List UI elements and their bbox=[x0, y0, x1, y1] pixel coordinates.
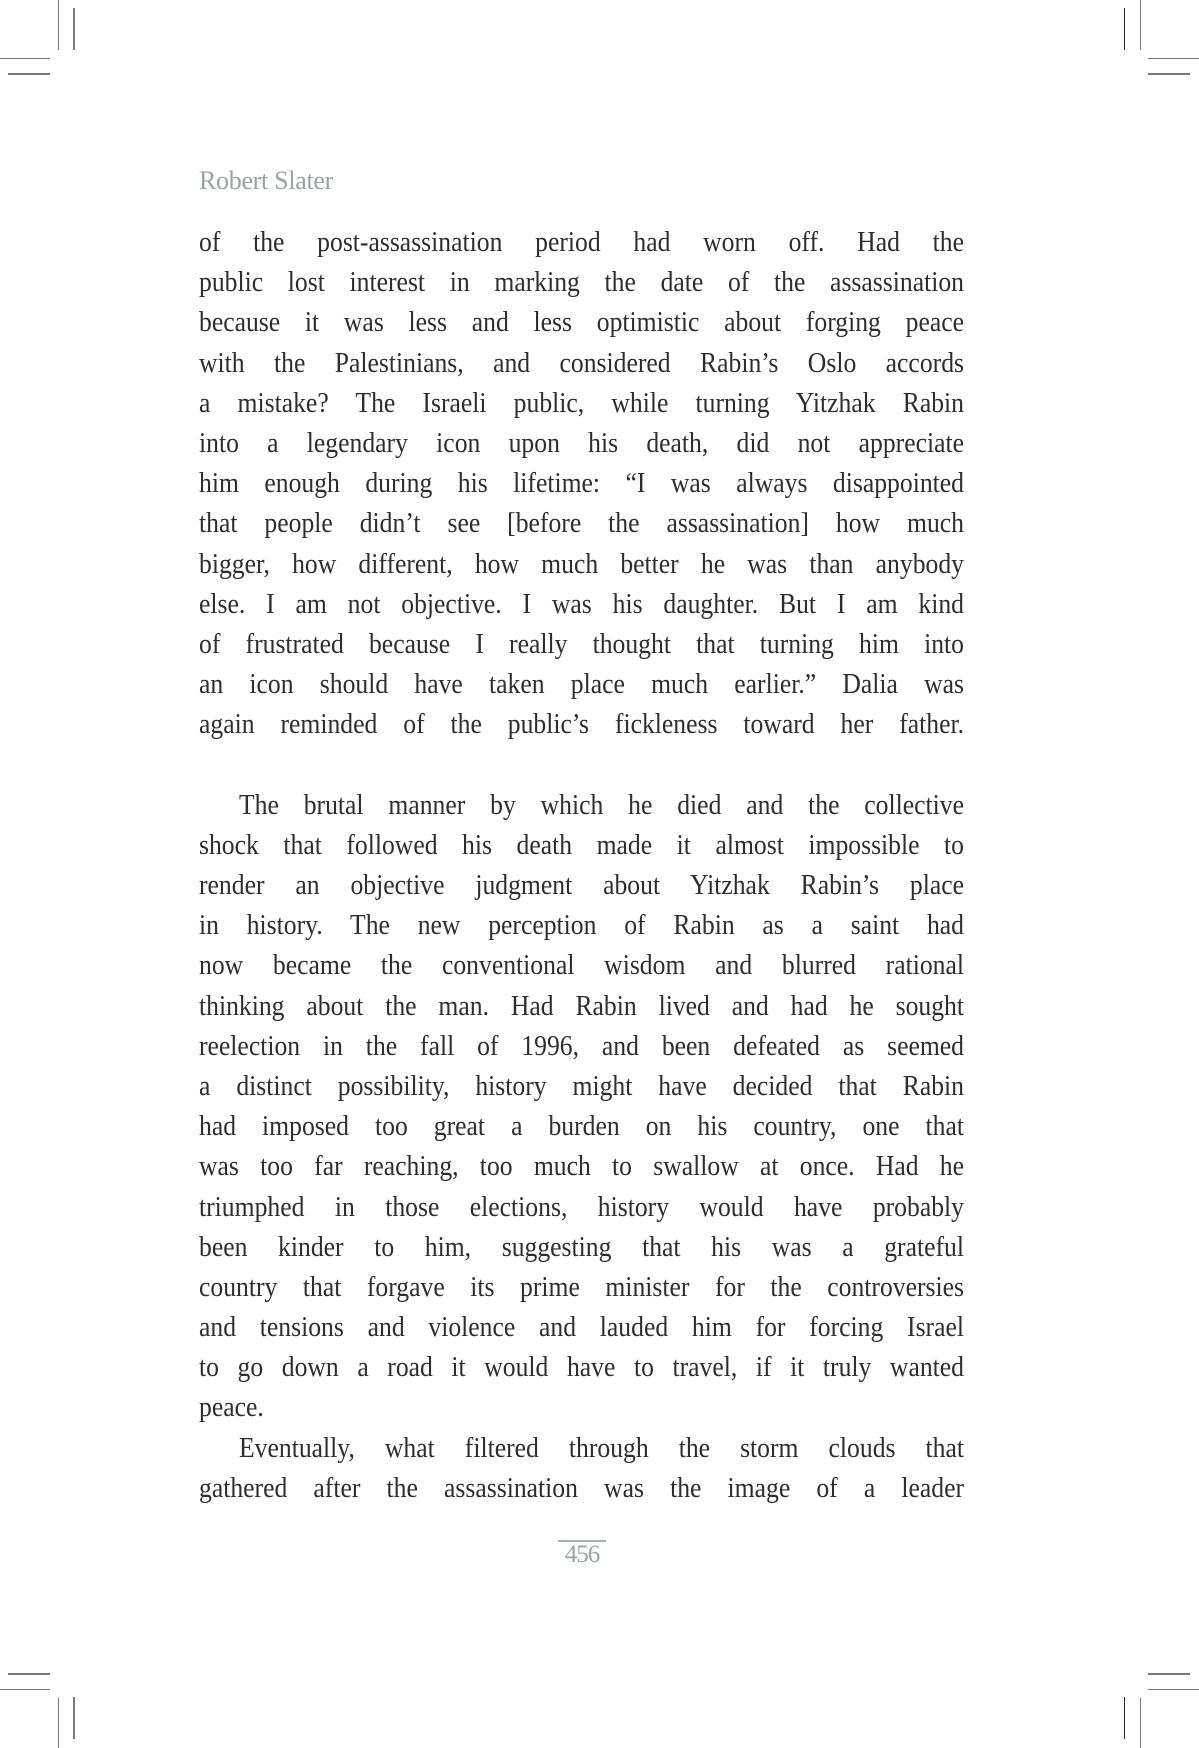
crop-mark-top-left-h2 bbox=[8, 73, 50, 75]
body-text bbox=[199, 223, 964, 1509]
text-line: The brutal manner by which he died and the collective bbox=[239, 789, 964, 821]
crop-mark-top-left-h1 bbox=[0, 58, 50, 59]
text-line: in history. The new perception of Rabin as a saint had bbox=[199, 910, 964, 942]
crop-mark-top-right-h2 bbox=[1148, 73, 1190, 75]
text-line: gathered after the assassination was the image of a leader bbox=[199, 1472, 964, 1504]
paragraph bbox=[199, 223, 964, 745]
crop-mark-bottom-right-h1 bbox=[1148, 1673, 1190, 1675]
text-line: an icon should have taken place much earlier.” Dalia was bbox=[199, 669, 964, 701]
crop-mark-top-right-v1 bbox=[1124, 8, 1125, 50]
crop-mark-bottom-left-h1 bbox=[8, 1673, 50, 1675]
text-line: country that forgave its prime minister for the controversies bbox=[199, 1271, 964, 1303]
text-line: because it was less and less optimistic about forging peace bbox=[199, 307, 964, 339]
text-line: triumphed in those elections, history would have probably bbox=[199, 1191, 964, 1223]
crop-mark-top-right-v2 bbox=[1140, 0, 1141, 50]
text-line: been kinder to him, suggesting that his was a grateful bbox=[199, 1231, 964, 1263]
crop-mark-bottom-left-v2 bbox=[73, 1697, 75, 1739]
crop-mark-top-left-v2 bbox=[73, 8, 75, 50]
text-line: reelection in the fall of 1996, and been defeated as seemed bbox=[199, 1030, 964, 1062]
running-header-author: Robert Slater bbox=[199, 166, 334, 195]
crop-mark-top-left-v1 bbox=[58, 0, 59, 50]
text-line: again reminded of the public’s fickleness toward her father. bbox=[199, 709, 964, 741]
text-line: to go down a road it would have to travel, if it truly wanted bbox=[199, 1352, 964, 1384]
text-line: a distinct possibility, history might have decided that Rabin bbox=[199, 1070, 964, 1102]
page-number: 456 bbox=[564, 1541, 600, 1568]
text-line: peace. bbox=[199, 1392, 264, 1424]
crop-mark-bottom-left-v1 bbox=[58, 1698, 59, 1748]
text-line: else. I am not objective. I was his daughter. But I am kind bbox=[199, 588, 964, 620]
text-line: shock that followed his death made it almost impossible to bbox=[199, 829, 964, 861]
paragraph bbox=[199, 1429, 964, 1509]
text-line: of the post-assassination period had worn off. Had the bbox=[199, 227, 964, 258]
text-line: Eventually, what filtered through the storm clouds that bbox=[239, 1432, 965, 1464]
text-line: into a legendary icon upon his death, did not appreciate bbox=[199, 427, 964, 459]
paragraph-spacer bbox=[199, 745, 964, 785]
text-line: render an objective judgment about Yitzhak Rabin’s place bbox=[199, 870, 964, 901]
paragraph bbox=[199, 786, 964, 1429]
text-line: now became the conventional wisdom and blurred rational bbox=[199, 950, 964, 982]
crop-mark-bottom-left-h2 bbox=[0, 1689, 50, 1690]
text-line: with the Palestinians, and considered Rabin’s Oslo accords bbox=[199, 347, 964, 379]
text-line: him enough during his lifetime: “I was always disappointed bbox=[199, 468, 964, 500]
crop-mark-top-right-h1 bbox=[1148, 58, 1199, 59]
text-line: thinking about the man. Had Rabin lived and had he sought bbox=[199, 990, 964, 1022]
crop-mark-bottom-right-v2 bbox=[1140, 1698, 1141, 1748]
text-line: and tensions and violence and lauded him for forcing Israel bbox=[199, 1312, 964, 1344]
crop-mark-bottom-right-h2 bbox=[1148, 1689, 1199, 1690]
text-line: bigger, how different, how much better he was than anybody bbox=[199, 548, 964, 580]
text-line: a mistake? The Israeli public, while turning Yitzhak Rabin bbox=[199, 387, 964, 419]
text-line: that people didn’t see [before the assassination] how much bbox=[199, 508, 964, 540]
text-line: had imposed too great a burden on his country, one that bbox=[199, 1111, 964, 1143]
text-line: was too far reaching, too much to swallow at once. Had he bbox=[199, 1151, 964, 1183]
crop-mark-bottom-right-v1 bbox=[1124, 1697, 1125, 1739]
text-line: public lost interest in marking the date of the assassination bbox=[199, 267, 964, 299]
text-line: of frustrated because I really thought that turning him into bbox=[199, 628, 964, 660]
